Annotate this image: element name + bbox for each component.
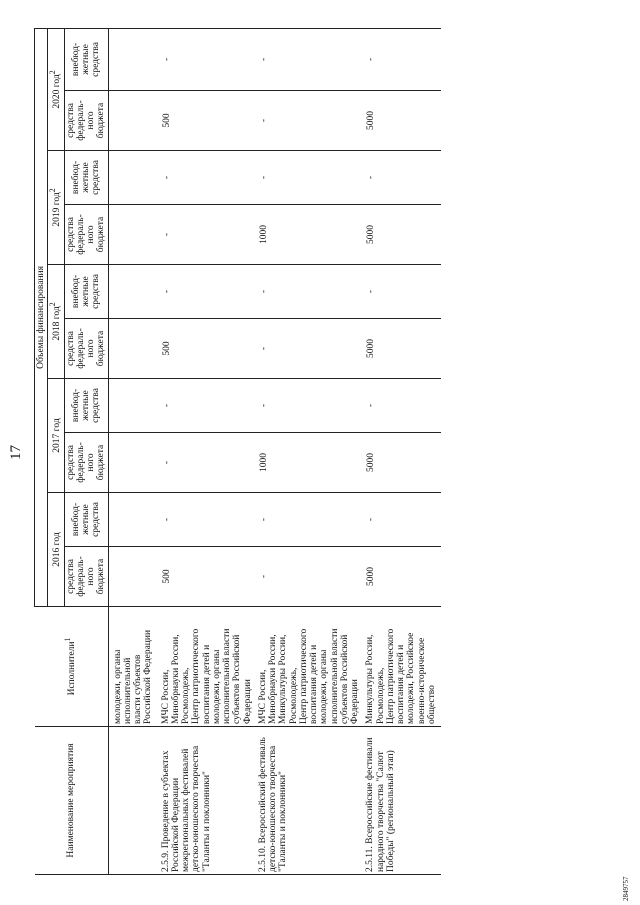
funding-value: - bbox=[257, 319, 365, 379]
funding-value: 500 bbox=[160, 547, 257, 607]
table-row bbox=[257, 28, 365, 874]
funding-value: 5000 bbox=[364, 433, 441, 493]
header-year-label: 2020 год bbox=[52, 74, 63, 109]
activity-executors: МЧС России, Минобрнауки России, Росмолодежь, Центр патриотического воспитания детей и молодежи, органы исполнительной власти субъектов Российской Федерации bbox=[160, 607, 257, 727]
header-extrabudgetary: внебюд- жетные средства bbox=[64, 493, 108, 547]
funding-value: - bbox=[257, 91, 365, 151]
activity-name: 2.5.11. Всероссийские фестивали народного творчества "Салют Победы" (региональный этап) bbox=[364, 727, 441, 875]
header-year-label: 2017 год bbox=[52, 418, 63, 453]
header-year bbox=[48, 379, 64, 493]
funding-value: 5000 bbox=[364, 319, 441, 379]
funding-table bbox=[34, 28, 441, 875]
header-year bbox=[48, 493, 64, 607]
header-year-footnote: 2 bbox=[48, 302, 58, 307]
header-year-footnote: 2 bbox=[48, 188, 58, 193]
table-row bbox=[364, 28, 441, 874]
funding-value: - bbox=[257, 151, 365, 205]
funding-value: - bbox=[257, 265, 365, 319]
funding-value: 500 bbox=[160, 91, 257, 151]
continuation-row bbox=[108, 28, 160, 874]
funding-value: - bbox=[160, 379, 257, 433]
header-federal-budget: средства федераль- ного бюджета bbox=[64, 433, 108, 493]
header-extrabudgetary: внебюд- жетные средства bbox=[64, 151, 108, 205]
funding-value: 5000 bbox=[364, 91, 441, 151]
header-year-label: 2018 год bbox=[52, 306, 63, 341]
header-executors-label: Исполнители bbox=[67, 641, 78, 696]
header-year-label: 2016 год bbox=[52, 532, 63, 567]
funding-value: - bbox=[364, 265, 441, 319]
funding-value: 1000 bbox=[257, 433, 365, 493]
header-federal-budget: средства федераль- ного бюджета bbox=[64, 547, 108, 607]
header-name: Наименование мероприятия bbox=[35, 727, 109, 875]
header-year-footnote: 2 bbox=[48, 70, 58, 75]
header-executors-footnote: 1 bbox=[63, 637, 73, 642]
funding-value: - bbox=[160, 493, 257, 547]
funding-value: - bbox=[364, 493, 441, 547]
activity-executors: МЧС России, Минобрнауки России, Минкультуры России, Росмолодежь, Центр патриотического воспитания детей и молодежи, органы исполнительной власти субъектов Российской Федерации bbox=[257, 607, 365, 727]
funding-value: - bbox=[257, 547, 365, 607]
header-extrabudgetary: внебюд- жетные средства bbox=[64, 265, 108, 319]
funding-value: - bbox=[364, 151, 441, 205]
funding-value: - bbox=[257, 493, 365, 547]
document-id: 2849757 bbox=[622, 876, 630, 901]
header-federal-budget: средства федераль- ного бюджета bbox=[64, 319, 108, 379]
page-number: 17 bbox=[8, 445, 24, 460]
funding-value: - bbox=[160, 433, 257, 493]
activity-name: 2.5.10. Всероссийский фестиваль детско-юношеского творчества "Таланты и поклонники" bbox=[257, 727, 365, 875]
funding-value: 500 bbox=[160, 319, 257, 379]
funding-value: - bbox=[364, 379, 441, 433]
funding-value: - bbox=[160, 205, 257, 265]
funding-value: - bbox=[160, 151, 257, 205]
funding-value: - bbox=[160, 28, 257, 90]
header-year bbox=[48, 151, 64, 265]
funding-value: - bbox=[160, 265, 257, 319]
continuation-executors: молодежи, органы исполнительной власти субъектов Российской Федерации bbox=[108, 607, 160, 727]
header-year bbox=[48, 265, 64, 379]
header-federal-budget: средства федераль- ного бюджета bbox=[64, 205, 108, 265]
funding-value: 5000 bbox=[364, 205, 441, 265]
header-year bbox=[48, 28, 64, 150]
funding-value: - bbox=[257, 28, 365, 90]
header-extrabudgetary: внебюд- жетные средства bbox=[64, 379, 108, 433]
funding-value: 1000 bbox=[257, 205, 365, 265]
funding-value: 5000 bbox=[364, 547, 441, 607]
funding-value: - bbox=[257, 379, 365, 433]
activity-name: 2.5.9. Проведение в субъектах Российской Федерации межрегиональных фестивалей детско-юношеского творчества "Таланты и поклонники" bbox=[160, 727, 257, 875]
continuation-name-cell bbox=[108, 727, 160, 875]
table-row bbox=[160, 28, 257, 874]
header-year-label: 2019 год bbox=[52, 192, 63, 227]
header-extrabudgetary: внебюд- жетные средства bbox=[64, 28, 108, 90]
header-funding: Объемы финансирования bbox=[35, 28, 48, 606]
header-executors bbox=[35, 607, 109, 727]
header-federal-budget: средства федераль- ного бюджета bbox=[64, 91, 108, 151]
funding-value: - bbox=[364, 28, 441, 90]
activity-executors: Минкультуры России, Росмолодежь, Центр патриотического воспитания детей и молодежи, Российское военно-историческое общество bbox=[364, 607, 441, 727]
